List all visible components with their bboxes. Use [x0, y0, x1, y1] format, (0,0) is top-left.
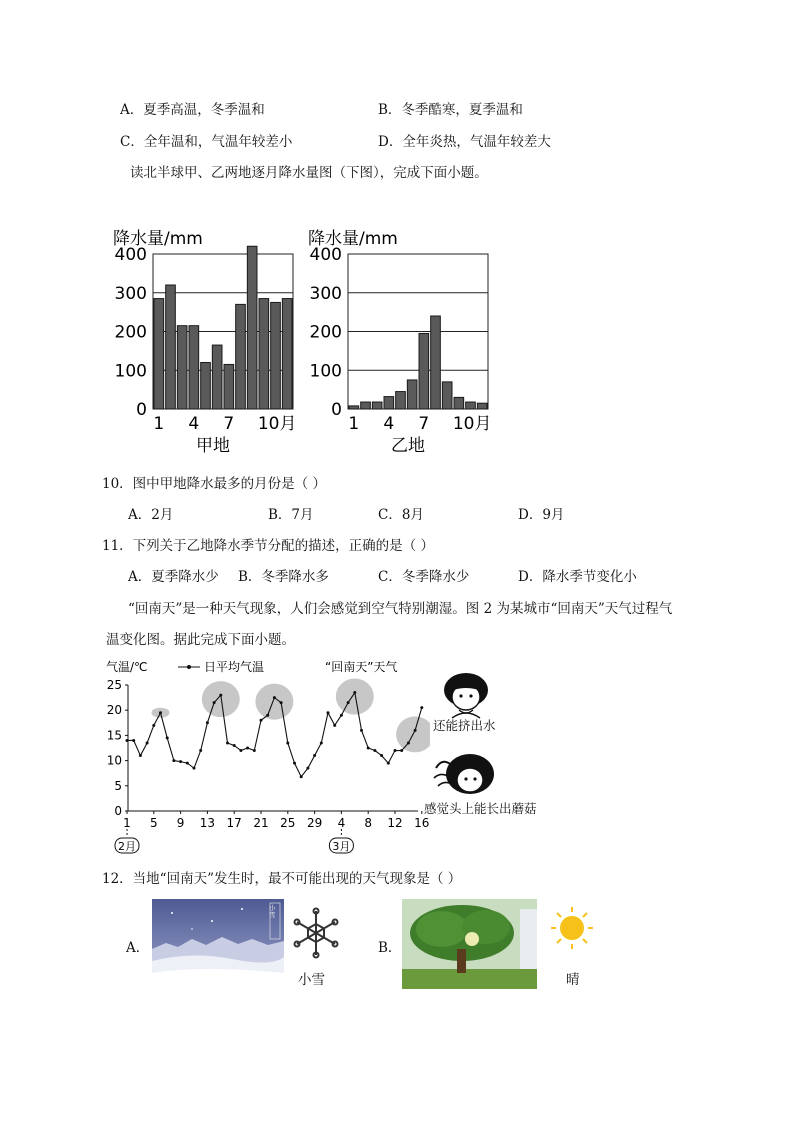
temp-point-5 [152, 724, 155, 727]
jia-bar-9 [247, 246, 257, 409]
temp-xtick: 21 [253, 816, 269, 830]
snow-caption: 小雪 [298, 972, 325, 988]
temp-xtick: 12 [387, 816, 403, 830]
yi-bar-4 [384, 397, 394, 409]
cartoon-caption-2: 感觉头上能长出蘑菇 [424, 801, 537, 816]
yi-xtick: 4 [383, 414, 395, 434]
q12-option-b-letter: B． [378, 940, 402, 956]
sunny-caption: 晴 [566, 972, 580, 988]
jia-bar-2 [166, 285, 176, 409]
q10-option-c: C．8月 [378, 507, 424, 523]
cartoon-face-hands-icon [430, 750, 500, 800]
temp-point-11 [193, 767, 196, 770]
q9-option-d: D．全年炎热，气温年较差大 [378, 134, 551, 150]
q11-option-c: C．冬季降水少 [378, 569, 470, 585]
temp-point-9 [179, 760, 182, 763]
temp-point-44 [414, 729, 417, 732]
jia-bar-1 [154, 299, 164, 409]
jia-bar-11 [271, 302, 281, 409]
temp-point-23 [273, 696, 276, 699]
temp-point-17 [233, 744, 236, 747]
temp-point-35 [353, 691, 356, 694]
jia-ytick: 0 [136, 400, 147, 420]
sunny-tree-image [402, 899, 537, 989]
yi-xtick: 1 [348, 414, 360, 434]
snow-scene-image [152, 899, 284, 989]
jia-ylabel: 降水量/mm [113, 229, 203, 249]
temp-point-34 [347, 701, 350, 704]
temp-point-20 [253, 749, 256, 752]
temp-point-27 [300, 775, 303, 778]
jia-xtick: 4 [188, 414, 200, 434]
q10-option-a: A．2月 [128, 507, 174, 523]
jia-bar-5 [201, 363, 211, 410]
yi-xtick: 10月 [452, 414, 492, 434]
temp-point-31 [327, 711, 330, 714]
temp-point-32 [333, 724, 336, 727]
temp-point-12 [199, 749, 202, 752]
temp-point-13 [206, 721, 209, 724]
temp-point-41 [394, 749, 397, 752]
temp-xtick: 29 [306, 816, 323, 830]
sun-icon [549, 905, 595, 951]
q12-option-a-letter: A． [126, 940, 150, 956]
temp-point-22 [266, 714, 269, 717]
q10-stem: 10．图中甲地降水最多的月份是（ ） [102, 476, 326, 492]
q9-option-a: A．夏季高温，冬季温和 [120, 102, 265, 118]
temp-point-26 [293, 762, 296, 765]
yi-bar-2 [361, 402, 371, 409]
snow-image-label: 小 雪 [269, 904, 276, 919]
yi-xtick: 7 [418, 414, 430, 434]
cartoon-face-icon [436, 670, 496, 722]
huinantian-highlight [255, 684, 293, 720]
yi-bar-8 [431, 316, 441, 409]
temp-ylabel: 气温/℃ [106, 660, 148, 674]
q11-stem: 11．下列关于乙地降水季节分配的描述，正确的是（ ） [102, 538, 434, 554]
temp-ytick: 15 [106, 728, 122, 743]
jia-xtick: 10月 [257, 414, 297, 434]
jia-xtick: 7 [223, 414, 235, 434]
yi-bar-11 [466, 402, 476, 409]
temp-legend: 日平均气温 [204, 660, 265, 674]
temp-point-10 [186, 762, 189, 765]
yi-bar-6 [407, 380, 417, 409]
huinantian-highlight [336, 679, 374, 715]
temp-xtick: 25 [280, 816, 296, 830]
q10-option-d: D．9月 [518, 507, 565, 523]
temp-point-4 [146, 741, 149, 744]
q11-option-d: D．降水季节变化小 [518, 569, 637, 585]
jia-ytick: 200 [114, 322, 147, 343]
temp-point-33 [340, 714, 343, 717]
temp-ytick: 5 [114, 778, 122, 793]
yi-bar-7 [419, 333, 429, 409]
yi-ytick: 300 [309, 283, 342, 304]
jia-ytick: 300 [114, 283, 147, 304]
yi-ytick: 0 [331, 400, 342, 420]
temp-point-1 [126, 739, 129, 742]
hnt-intro-line1: “回南天”是一种天气现象，人们会感觉到空气特别潮湿。图 2 为某城市“回南天”天气过程气 [128, 601, 673, 617]
temp-point-28 [306, 767, 309, 770]
temp-xtick: 16 [414, 816, 430, 830]
temp-annotation: “回南天”天气 [325, 660, 398, 674]
temp-point-45 [420, 706, 423, 709]
temp-point-39 [380, 754, 383, 757]
temp-point-38 [373, 749, 376, 752]
temp-point-8 [172, 759, 175, 762]
temp-point-36 [360, 729, 363, 732]
q11-option-a: A．夏季降水少 [128, 569, 219, 585]
legend-marker [187, 665, 191, 669]
month-label: 2月 [118, 840, 136, 853]
temp-point-16 [226, 741, 229, 744]
temp-point-37 [367, 747, 370, 750]
temp-point-7 [166, 736, 169, 739]
yi-bar-10 [454, 397, 464, 409]
temp-ytick: 25 [106, 678, 122, 692]
jia-ytick: 400 [114, 245, 147, 265]
jia-bar-6 [212, 345, 222, 409]
jia-bar-12 [282, 299, 292, 409]
temp-point-29 [313, 754, 316, 757]
temp-ytick: 10 [106, 753, 122, 768]
yi-bar-9 [442, 382, 452, 409]
temp-xtick: 5 [149, 816, 158, 830]
q10-option-b: B．7月 [268, 507, 314, 523]
month-label: 3月 [332, 840, 351, 853]
yi-ytick: 200 [309, 322, 342, 343]
temp-point-24 [280, 701, 283, 704]
precip-intro: 读北半球甲、乙两地逐月降水量图（下图），完成下面小题。 [130, 165, 488, 181]
temp-point-19 [246, 747, 249, 750]
yi-bar-12 [477, 403, 487, 409]
hnt-intro-line2: 温变化图。据此完成下面小题。 [106, 632, 295, 648]
temp-xtick: 17 [226, 816, 242, 830]
temp-point-42 [400, 749, 403, 752]
snowflake-icon [289, 906, 343, 960]
jia-bar-3 [177, 326, 187, 409]
yi-bar-3 [372, 402, 382, 409]
jia-bar-8 [236, 304, 246, 409]
jia-bar-4 [189, 326, 199, 409]
yi-ytick: 100 [309, 361, 342, 382]
precip-chart-jia [105, 222, 305, 457]
temp-point-14 [213, 701, 216, 704]
precip-chart-yi [300, 222, 500, 457]
jia-bar-7 [224, 364, 234, 409]
temp-point-6 [159, 711, 162, 714]
temp-xtick: 9 [176, 816, 185, 830]
yi-bar-5 [396, 392, 406, 409]
temp-xtick: 13 [199, 816, 216, 830]
jia-xtick: 1 [153, 414, 165, 434]
temp-point-43 [407, 741, 410, 744]
temp-point-25 [286, 741, 289, 744]
temp-ytick: 20 [106, 703, 122, 718]
yi-xlabel: 乙地 [391, 436, 425, 456]
yi-ytick: 400 [309, 245, 342, 265]
temp-point-30 [320, 741, 323, 744]
jia-ytick: 100 [114, 361, 147, 382]
temp-xtick: 4 [337, 816, 346, 830]
q9-option-b: B．冬季酷寒，夏季温和 [378, 102, 523, 118]
temp-point-40 [387, 762, 390, 765]
temp-point-21 [260, 719, 263, 722]
temp-point-3 [139, 754, 142, 757]
temp-point-15 [219, 694, 222, 697]
q9-option-c: C．全年温和，气温年较差小 [120, 134, 293, 150]
yi-bar-1 [349, 406, 359, 409]
huinantian-highlight [202, 681, 240, 717]
temp-ytick: 0 [114, 804, 122, 818]
temp-xtick: 8 [364, 816, 373, 830]
temp-point-18 [239, 749, 242, 752]
q12-stem: 12．当地“回南天”发生时，最不可能出现的天气现象是（ ） [102, 871, 462, 887]
temperature-line-chart [100, 655, 430, 855]
jia-xlabel: 甲地 [196, 436, 230, 456]
temp-point-2 [132, 739, 135, 742]
temp-xtick: 1 [123, 816, 131, 830]
cartoon-caption-1: 还能挤出水 [433, 718, 496, 733]
yi-ylabel: 降水量/mm [308, 229, 398, 249]
q11-option-b: B．冬季降水多 [238, 569, 329, 585]
jia-bar-10 [259, 299, 269, 409]
